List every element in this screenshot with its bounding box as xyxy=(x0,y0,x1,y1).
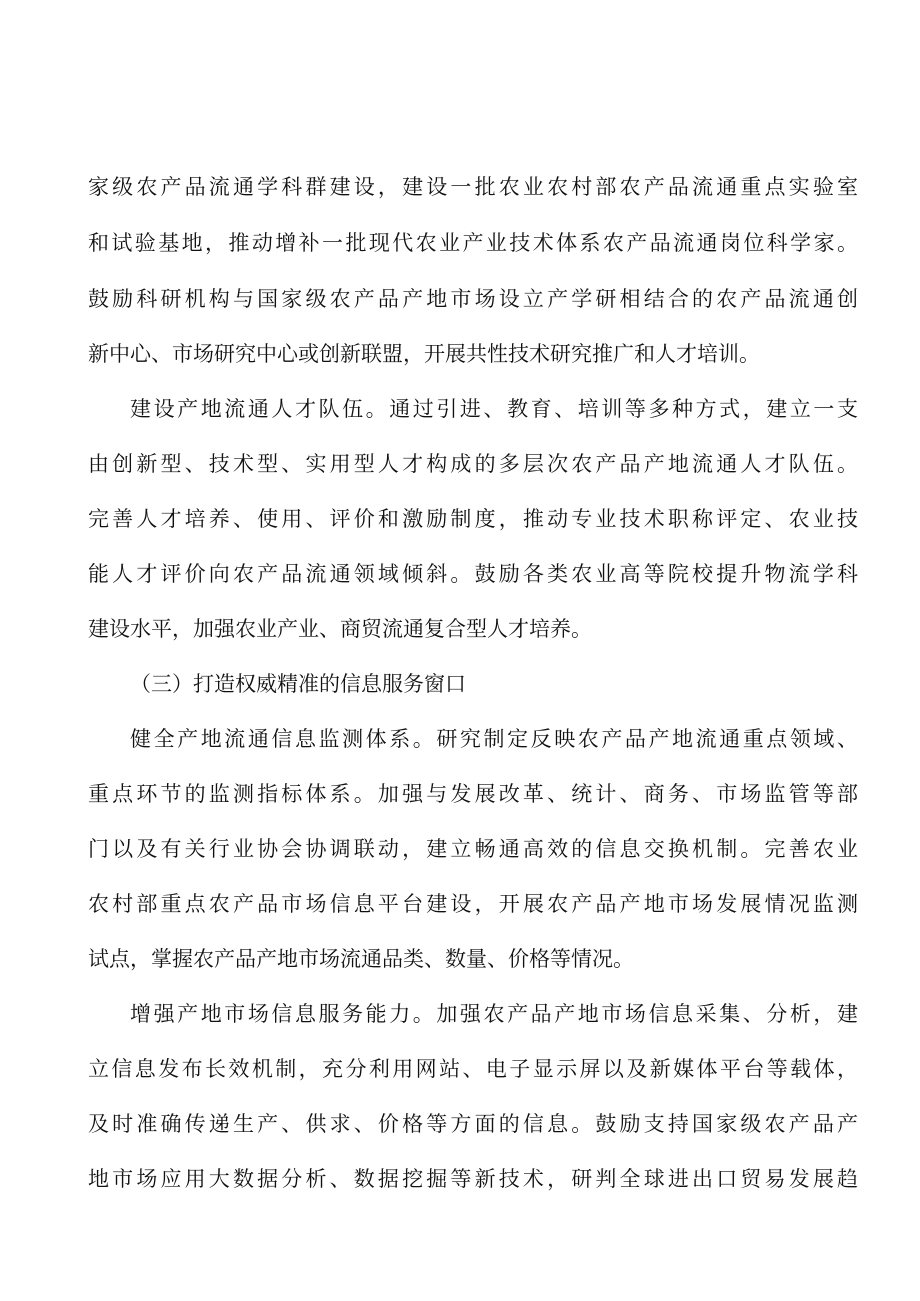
paragraph-line: 建设水平，加强农业产业、商贸流通复合型人才培养。 xyxy=(88,617,592,641)
paragraph-line: 地市场应用大数据分析、数据挖掘等新技术，研判全球进出口贸易发展趋 xyxy=(88,1167,858,1191)
paragraph-line: 健全产地流通信息监测体系。研究制定反映农产品产地流通重点领域、 xyxy=(130,727,858,751)
paragraph-line: 和试验基地，推动增补一批现代农业产业技术体系农产品流通岗位科学家。 xyxy=(88,231,858,255)
paragraph-line: 试点，掌握农产品产地市场流通品类、数量、价格等情况。 xyxy=(88,947,634,971)
paragraph-line: 由创新型、技术型、实用型人才构成的多层次农产品产地流通人才队伍。 xyxy=(88,452,858,476)
paragraph-line: 增强产地市场信息服务能力。加强农产品产地市场信息采集、分析，建 xyxy=(130,1002,858,1026)
paragraph-line: 新中心、市场研究中心或创新联盟，开展共性技术研究推广和人才培训。 xyxy=(88,342,760,366)
paragraph-line: 鼓励科研机构与国家级农产品产地市场设立产学研相结合的农产品流通创 xyxy=(88,287,858,311)
paragraph-line: 及时准确传递生产、供求、价格等方面的信息。鼓励支持国家级农产品产 xyxy=(88,1112,858,1136)
paragraph-line: 重点环节的监测指标体系。加强与发展改革、统计、商务、市场监管等部 xyxy=(88,782,858,806)
paragraph-line: 完善人才培养、使用、评价和激励制度，推动专业技术职称评定、农业技 xyxy=(88,507,858,531)
paragraph-line: 能人才评价向农产品流通领域倾斜。鼓励各类农业高等院校提升物流学科 xyxy=(88,562,858,586)
paragraph-line: 家级农产品流通学科群建设，建设一批农业农村部农产品流通重点实验室 xyxy=(88,175,858,199)
section-heading: （三）打造权威精准的信息服务窗口 xyxy=(130,672,466,696)
paragraph-line: 立信息发布长效机制，充分利用网站、电子显示屏以及新媒体平台等载体， xyxy=(88,1057,858,1081)
paragraph-line: 建设产地流通人才队伍。通过引进、教育、培训等多种方式，建立一支 xyxy=(130,397,858,421)
paragraph-line: 门以及有关行业协会协调联动，建立畅通高效的信息交换机制。完善农业 xyxy=(88,837,858,861)
paragraph-line: 农村部重点农产品市场信息平台建设，开展农产品产地市场发展情况监测 xyxy=(88,892,858,916)
